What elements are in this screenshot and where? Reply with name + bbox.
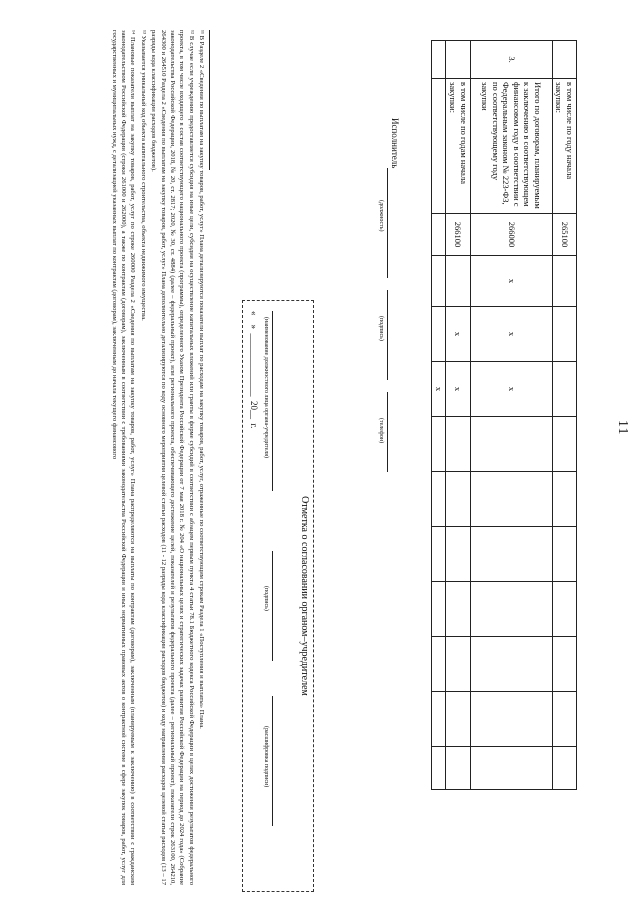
official-caption: (наименование должностного лица органа-учредителя) (263, 317, 269, 459)
cell (470, 637, 552, 692)
row-description: в том числе по году начала закупки: (552, 79, 576, 214)
cell (552, 692, 576, 747)
footnote-12: ¹² В случае если учреждению предоставляется субсидия на иные цели, субсидия на осуществление капитальных вложений или гранты в форме субсидий в соответствии с абзацем первым пункта 4 статьи 78.1 Бюджетного кодекса Российской Федерации в целях достижения результатов федерального проекта, в том числе входящего в состав соответствующего национального проекта (программы), определенного Указом Президента Российской Федерации от 7 мая 2018 г. № 204 «О национальных целях и стратегических задачах развития Российской Федерации на период до 2024 года» (Собрание законодательства Российской Федерации, 2018, № 20, ст. 2817; 2020, № 30, ст. 4884) (далее – федеральный проект), или регионального проекта, обеспечивающего достижение целей, показателей и результатов федерального проекта (далее – региональный проект), показатели строк 263100, 264210, 264300 и 264510 Раздела 2 «Сведения по выплатам на закупку товаров, работ, услуг» Плана дополнительно детализируются по коду основного мероприятия целевой статьи расходов (11 - 12 разряды кода классификации расходов бюджетов) и коду направления расходов целевой статьи расходов (13 – 17 разряды кода классификации расходов бюджетов). (150, 30, 195, 885)
cell (432, 692, 446, 747)
approval-title: Отметка о согласовании органом–учредителем (299, 496, 310, 696)
table-row (470, 41, 552, 790)
cell (446, 692, 470, 747)
cell (432, 747, 446, 790)
cell (446, 637, 470, 692)
official-line (272, 311, 273, 491)
signature-caption: (подпись) (378, 316, 384, 341)
row-description (432, 79, 446, 214)
cell (432, 256, 446, 307)
payments-table (432, 40, 578, 790)
cell: x (470, 362, 552, 417)
cell (470, 582, 552, 637)
cell (470, 692, 552, 747)
signature-line (387, 290, 388, 380)
cell (470, 527, 552, 582)
decode-caption: (расшифровка подписи) (263, 726, 269, 788)
table-row (432, 41, 446, 790)
cell (446, 417, 470, 472)
cell (552, 256, 576, 307)
cell (432, 417, 446, 472)
footnote-11: ¹¹ В Разделе 2 «Сведения по выплатам на закупку товаров, работ, услуг» Плана детализируются показатели выплат по расходам на закупку товаров, работ, услуг, отраженные по соответствующим строкам Раздела 1 «Поступления и выплаты» Плана. (198, 30, 205, 729)
cell (552, 417, 576, 472)
cell (446, 472, 470, 527)
footnotes (108, 30, 206, 885)
cell (552, 582, 576, 637)
cell (552, 362, 576, 417)
cell (552, 472, 576, 527)
position-caption: (должность) (378, 200, 384, 232)
page-number: 11 (615, 420, 630, 436)
footnote-separator (209, 30, 210, 170)
approval-date: « » ______________ 20__ г. (249, 311, 259, 429)
approval-box (242, 300, 314, 892)
cell (432, 637, 446, 692)
cell (432, 472, 446, 527)
cell (470, 747, 552, 790)
cell (552, 747, 576, 790)
approval-signature-line (272, 551, 273, 661)
position-line (387, 168, 388, 278)
executor-label: Исполнитель (390, 118, 400, 169)
row-number (446, 41, 470, 79)
approval-signature-caption: (подпись) (263, 586, 269, 611)
footnote-14: ¹⁴ Плановые показатели выплат на закупку товаров, работ, услуг по строке 260000 Раздела 2 «Сведения по выплатам на закупку товаров, работ, услуг» Плана распределяются на выплаты по контрактам (договорам), заключенным (планируемым к заключению) в соответствии с гражданским законодательством Российской Федерации (строки 261000 и 262000), а также по контрактам (договорам), заключенным в соответствии с требованиями законодательства Российской Федерации и иных нормативных правовых актов о контрактной системе в сфере закупок товаров, работ, услуг для государственных и муниципальных нужд, с детализацией указанных выплат по контрактам (договорам), заключенным до начала текущего финансового (110, 30, 137, 885)
row-code (432, 214, 446, 256)
decode-line (272, 696, 273, 826)
cell: x (446, 362, 470, 417)
cell: x (470, 307, 552, 362)
cell (432, 307, 446, 362)
row-code: 266100 (446, 214, 470, 256)
cell (446, 256, 470, 307)
row-code: 265100 (552, 214, 576, 256)
row-description: в том числе по годам начала закупки: (446, 79, 470, 214)
cell (432, 527, 446, 582)
cell (470, 472, 552, 527)
cell (446, 527, 470, 582)
cell (446, 747, 470, 790)
cell (552, 527, 576, 582)
phone-line (387, 392, 388, 472)
row-code: 266000 (470, 214, 552, 256)
phone-caption: (телефон) (378, 418, 384, 444)
table-row (552, 41, 576, 790)
footnote-13: ¹³ Указывается уникальный код объекта капитального строительства, объекта недвижимого имущества. (139, 30, 147, 321)
cell (552, 307, 576, 362)
row-number (552, 41, 576, 79)
cell (470, 417, 552, 472)
cell: x (446, 307, 470, 362)
cell (446, 582, 470, 637)
table-row (446, 41, 470, 790)
row-number: 3. (470, 41, 552, 79)
cell (552, 637, 576, 692)
row-number (432, 41, 446, 79)
cell (432, 582, 446, 637)
cell: x (432, 362, 446, 417)
cell: x (470, 256, 552, 307)
row-description: Итого по договорам, планируемым к заключению в соответствующем финансовом году в соответствии с Федеральным законом № 223-ФЗ, по соответствующему году закупки (470, 79, 552, 214)
